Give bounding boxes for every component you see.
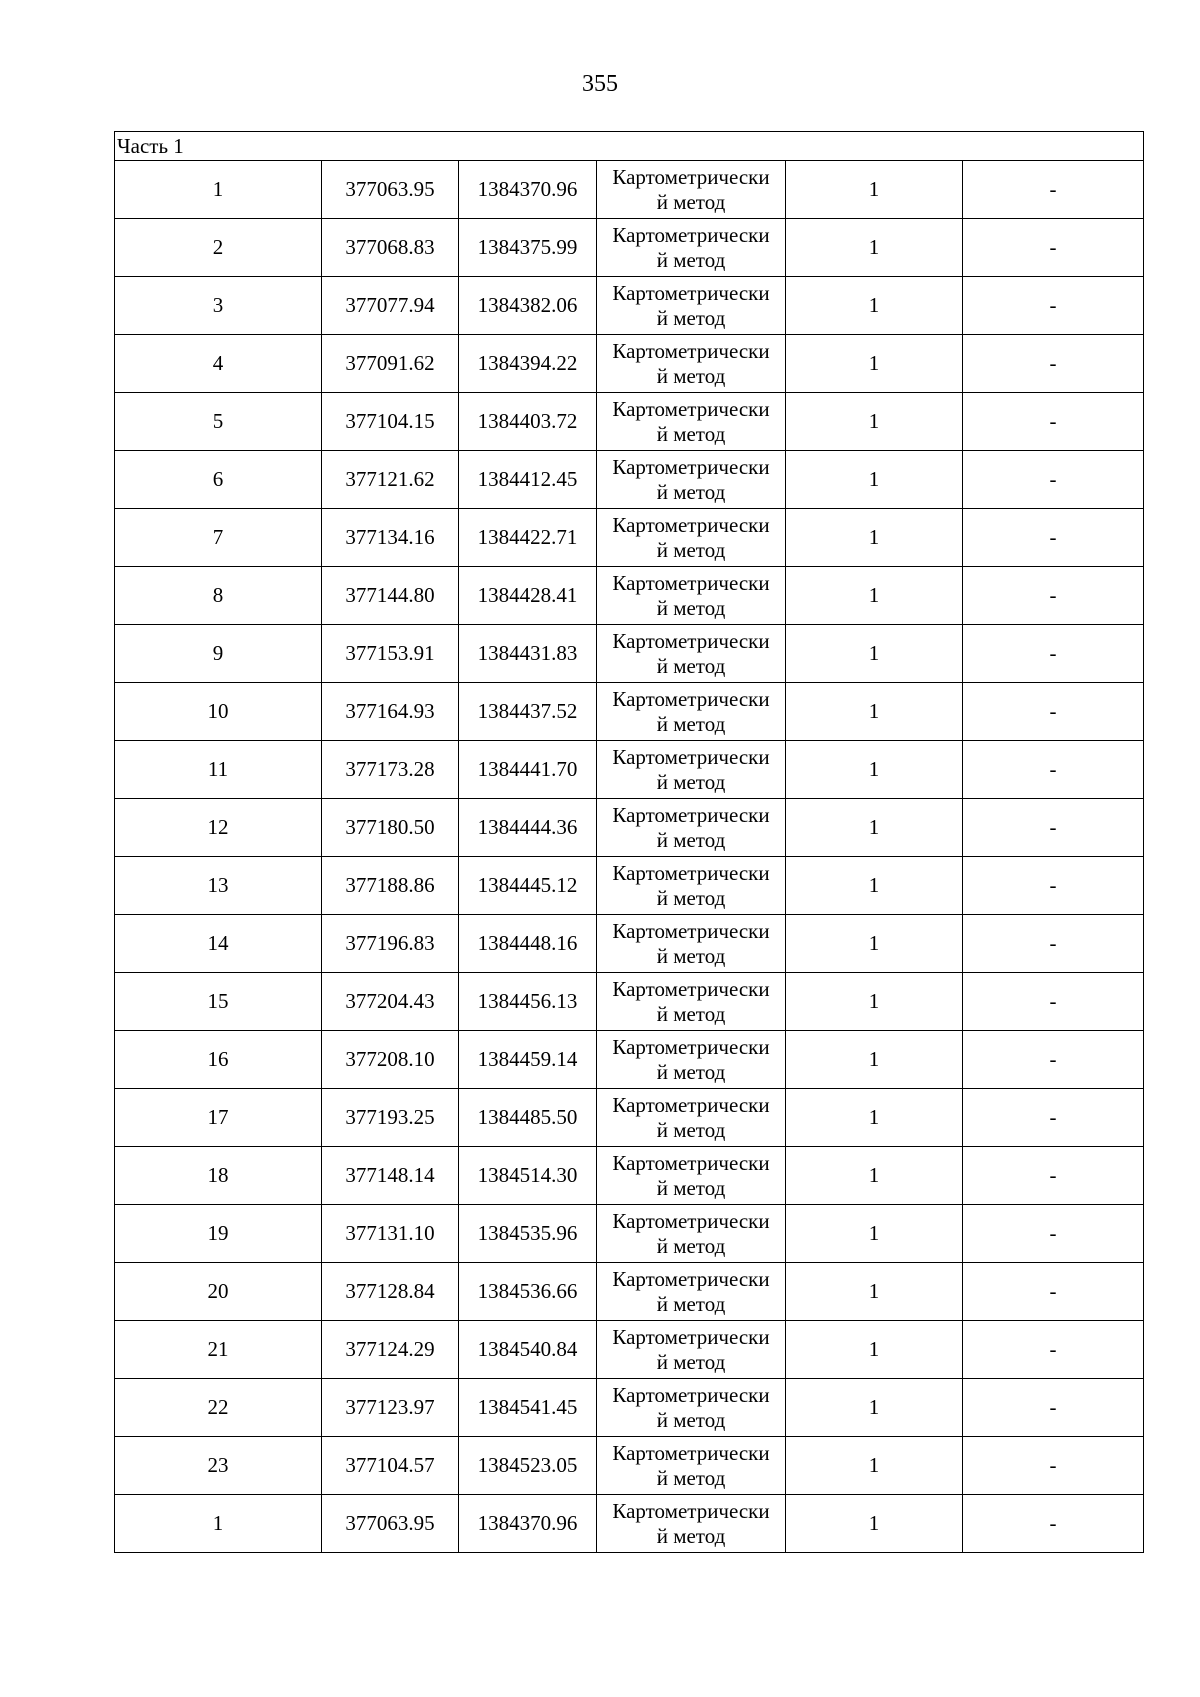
method-text: й метод (656, 1349, 726, 1374)
point-number-cell: 23 (115, 1437, 322, 1495)
note-cell: - (963, 799, 1144, 857)
accuracy-cell: 1 (786, 857, 963, 915)
table-row (115, 625, 1144, 683)
method-cell (597, 973, 786, 1031)
table-row (115, 335, 1144, 393)
y-coordinate-cell: 1384412.45 (459, 451, 597, 509)
accuracy-cell: 1 (786, 683, 963, 741)
x-coordinate-cell: 377124.29 (322, 1321, 459, 1379)
method-cell (597, 161, 786, 219)
method-cell (597, 1437, 786, 1495)
method-cell (597, 741, 786, 799)
x-coordinate-cell: 377123.97 (322, 1379, 459, 1437)
accuracy-cell: 1 (786, 451, 963, 509)
x-coordinate-cell: 377204.43 (322, 973, 459, 1031)
method-text: й метод (656, 1117, 726, 1142)
table-row (115, 1437, 1144, 1495)
table-row (115, 1321, 1144, 1379)
table-row (115, 973, 1144, 1031)
point-number-cell: 14 (115, 915, 322, 973)
method-text: й метод (656, 1001, 726, 1026)
table-row (115, 219, 1144, 277)
table-row (115, 1263, 1144, 1321)
note-cell: - (963, 857, 1144, 915)
note-cell: - (963, 1031, 1144, 1089)
table-row (115, 915, 1144, 973)
table-row (115, 799, 1144, 857)
y-coordinate-cell: 1384394.22 (459, 335, 597, 393)
method-cell (597, 451, 786, 509)
method-cell (597, 335, 786, 393)
method-text: й метод (656, 421, 726, 446)
accuracy-cell: 1 (786, 1437, 963, 1495)
method-text: й метод (656, 943, 726, 968)
y-coordinate-cell: 1384431.83 (459, 625, 597, 683)
point-number-cell: 4 (115, 335, 322, 393)
accuracy-cell: 1 (786, 335, 963, 393)
method-text: Картометрически (612, 860, 770, 885)
method-text: Картометрически (612, 976, 770, 1001)
accuracy-cell: 1 (786, 1495, 963, 1553)
y-coordinate-cell: 1384459.14 (459, 1031, 597, 1089)
x-coordinate-cell: 377188.86 (322, 857, 459, 915)
method-text: Картометрически (612, 280, 770, 305)
accuracy-cell: 1 (786, 741, 963, 799)
note-cell: - (963, 1263, 1144, 1321)
method-text: Картометрически (612, 1498, 770, 1523)
method-text: Картометрически (612, 1208, 770, 1233)
y-coordinate-cell: 1384403.72 (459, 393, 597, 451)
accuracy-cell: 1 (786, 1147, 963, 1205)
y-coordinate-cell: 1384370.96 (459, 161, 597, 219)
table-row (115, 1495, 1144, 1553)
table-row (115, 509, 1144, 567)
y-coordinate-cell: 1384540.84 (459, 1321, 597, 1379)
y-coordinate-cell: 1384535.96 (459, 1205, 597, 1263)
method-cell (597, 1205, 786, 1263)
accuracy-cell: 1 (786, 625, 963, 683)
note-cell: - (963, 1379, 1144, 1437)
method-text: Картометрически (612, 570, 770, 595)
point-number-cell: 13 (115, 857, 322, 915)
note-cell: - (963, 1147, 1144, 1205)
note-cell: - (963, 683, 1144, 741)
method-text: Картометрически (612, 918, 770, 943)
method-text: Картометрически (612, 686, 770, 711)
point-number-cell: 7 (115, 509, 322, 567)
accuracy-cell: 1 (786, 799, 963, 857)
method-text: й метод (656, 595, 726, 620)
accuracy-cell: 1 (786, 1263, 963, 1321)
method-cell (597, 393, 786, 451)
note-cell: - (963, 393, 1144, 451)
x-coordinate-cell: 377063.95 (322, 1495, 459, 1553)
accuracy-cell: 1 (786, 277, 963, 335)
accuracy-cell: 1 (786, 915, 963, 973)
point-number-cell: 1 (115, 161, 322, 219)
x-coordinate-cell: 377104.57 (322, 1437, 459, 1495)
table-row (115, 857, 1144, 915)
table-row (115, 1089, 1144, 1147)
accuracy-cell: 1 (786, 219, 963, 277)
y-coordinate-cell: 1384514.30 (459, 1147, 597, 1205)
accuracy-cell: 1 (786, 567, 963, 625)
method-text: й метод (656, 189, 726, 214)
point-number-cell: 15 (115, 973, 322, 1031)
method-text: Картометрически (612, 512, 770, 537)
method-cell (597, 1089, 786, 1147)
point-number-cell: 18 (115, 1147, 322, 1205)
method-cell (597, 277, 786, 335)
table-row (115, 161, 1144, 219)
y-coordinate-cell: 1384536.66 (459, 1263, 597, 1321)
x-coordinate-cell: 377173.28 (322, 741, 459, 799)
table-row (115, 1031, 1144, 1089)
method-text: й метод (656, 247, 726, 272)
method-text: Картометрически (612, 1324, 770, 1349)
method-text: й метод (656, 653, 726, 678)
y-coordinate-cell: 1384382.06 (459, 277, 597, 335)
accuracy-cell: 1 (786, 973, 963, 1031)
table-row (115, 451, 1144, 509)
accuracy-cell: 1 (786, 393, 963, 451)
x-coordinate-cell: 377144.80 (322, 567, 459, 625)
x-coordinate-cell: 377104.15 (322, 393, 459, 451)
table-row (115, 683, 1144, 741)
y-coordinate-cell: 1384428.41 (459, 567, 597, 625)
note-cell: - (963, 219, 1144, 277)
accuracy-cell: 1 (786, 1379, 963, 1437)
x-coordinate-cell: 377148.14 (322, 1147, 459, 1205)
x-coordinate-cell: 377134.16 (322, 509, 459, 567)
point-number-cell: 10 (115, 683, 322, 741)
note-cell: - (963, 509, 1144, 567)
note-cell: - (963, 567, 1144, 625)
method-text: й метод (656, 1523, 726, 1548)
method-text: Картометрически (612, 164, 770, 189)
method-text: Картометрически (612, 222, 770, 247)
method-text: й метод (656, 537, 726, 562)
point-number-cell: 1 (115, 1495, 322, 1553)
point-number-cell: 22 (115, 1379, 322, 1437)
method-cell (597, 683, 786, 741)
x-coordinate-cell: 377063.95 (322, 161, 459, 219)
method-text: Картометрически (612, 628, 770, 653)
y-coordinate-cell: 1384441.70 (459, 741, 597, 799)
y-coordinate-cell: 1384485.50 (459, 1089, 597, 1147)
method-text: Картометрически (612, 1440, 770, 1465)
point-number-cell: 9 (115, 625, 322, 683)
note-cell: - (963, 1205, 1144, 1263)
accuracy-cell: 1 (786, 1205, 963, 1263)
table-body (115, 132, 1144, 1553)
method-cell (597, 1495, 786, 1553)
method-cell (597, 567, 786, 625)
y-coordinate-cell: 1384523.05 (459, 1437, 597, 1495)
table-row (115, 1379, 1144, 1437)
method-cell (597, 1263, 786, 1321)
y-coordinate-cell: 1384370.96 (459, 1495, 597, 1553)
note-cell: - (963, 625, 1144, 683)
accuracy-cell: 1 (786, 1089, 963, 1147)
table-row (115, 741, 1144, 799)
method-text: Картометрически (612, 1034, 770, 1059)
note-cell: - (963, 335, 1144, 393)
x-coordinate-cell: 377077.94 (322, 277, 459, 335)
y-coordinate-cell: 1384422.71 (459, 509, 597, 567)
method-text: Картометрически (612, 744, 770, 769)
x-coordinate-cell: 377180.50 (322, 799, 459, 857)
x-coordinate-cell: 377121.62 (322, 451, 459, 509)
method-text: й метод (656, 1059, 726, 1084)
method-cell (597, 1147, 786, 1205)
method-text: Картометрически (612, 1382, 770, 1407)
method-text: й метод (656, 1175, 726, 1200)
method-text: й метод (656, 711, 726, 736)
accuracy-cell: 1 (786, 1321, 963, 1379)
y-coordinate-cell: 1384541.45 (459, 1379, 597, 1437)
x-coordinate-cell: 377208.10 (322, 1031, 459, 1089)
point-number-cell: 11 (115, 741, 322, 799)
x-coordinate-cell: 377128.84 (322, 1263, 459, 1321)
table-row (115, 567, 1144, 625)
y-coordinate-cell: 1384444.36 (459, 799, 597, 857)
accuracy-cell: 1 (786, 509, 963, 567)
method-cell (597, 1321, 786, 1379)
method-cell (597, 625, 786, 683)
point-number-cell: 20 (115, 1263, 322, 1321)
x-coordinate-cell: 377153.91 (322, 625, 459, 683)
method-cell (597, 219, 786, 277)
method-cell (597, 1379, 786, 1437)
method-cell (597, 857, 786, 915)
method-text: Картометрически (612, 802, 770, 827)
x-coordinate-cell: 377131.10 (322, 1205, 459, 1263)
y-coordinate-cell: 1384456.13 (459, 973, 597, 1031)
note-cell: - (963, 973, 1144, 1031)
method-cell (597, 509, 786, 567)
point-number-cell: 21 (115, 1321, 322, 1379)
method-text: й метод (656, 1233, 726, 1258)
method-text: й метод (656, 769, 726, 794)
method-text: Картометрически (612, 1092, 770, 1117)
x-coordinate-cell: 377068.83 (322, 219, 459, 277)
point-number-cell: 19 (115, 1205, 322, 1263)
method-text: й метод (656, 1291, 726, 1316)
note-cell: - (963, 1089, 1144, 1147)
method-text: Картометрически (612, 454, 770, 479)
x-coordinate-cell: 377164.93 (322, 683, 459, 741)
accuracy-cell: 1 (786, 1031, 963, 1089)
y-coordinate-cell: 1384437.52 (459, 683, 597, 741)
part-label: Часть 1 (115, 132, 1144, 161)
note-cell: - (963, 741, 1144, 799)
accuracy-cell: 1 (786, 161, 963, 219)
method-text: Картометрически (612, 1266, 770, 1291)
method-text: й метод (656, 885, 726, 910)
point-number-cell: 12 (115, 799, 322, 857)
point-number-cell: 8 (115, 567, 322, 625)
y-coordinate-cell: 1384448.16 (459, 915, 597, 973)
x-coordinate-cell: 377196.83 (322, 915, 459, 973)
method-text: й метод (656, 1407, 726, 1432)
note-cell: - (963, 915, 1144, 973)
note-cell: - (963, 161, 1144, 219)
method-cell (597, 1031, 786, 1089)
coordinates-table (114, 131, 1144, 1553)
point-number-cell: 2 (115, 219, 322, 277)
x-coordinate-cell: 377193.25 (322, 1089, 459, 1147)
method-cell (597, 799, 786, 857)
method-text: й метод (656, 1465, 726, 1490)
point-number-cell: 16 (115, 1031, 322, 1089)
point-number-cell: 5 (115, 393, 322, 451)
y-coordinate-cell: 1384445.12 (459, 857, 597, 915)
note-cell: - (963, 1321, 1144, 1379)
part-row (115, 132, 1144, 161)
method-text: Картометрически (612, 1150, 770, 1175)
point-number-cell: 6 (115, 451, 322, 509)
table-row (115, 393, 1144, 451)
note-cell: - (963, 1437, 1144, 1495)
note-cell: - (963, 451, 1144, 509)
method-text: й метод (656, 827, 726, 852)
method-text: Картометрически (612, 396, 770, 421)
point-number-cell: 17 (115, 1089, 322, 1147)
page-number: 355 (582, 71, 618, 97)
note-cell: - (963, 1495, 1144, 1553)
note-cell: - (963, 277, 1144, 335)
point-number-cell: 3 (115, 277, 322, 335)
x-coordinate-cell: 377091.62 (322, 335, 459, 393)
table-row (115, 1147, 1144, 1205)
method-text: Картометрически (612, 338, 770, 363)
table-row (115, 277, 1144, 335)
method-text: й метод (656, 305, 726, 330)
method-text: й метод (656, 363, 726, 388)
y-coordinate-cell: 1384375.99 (459, 219, 597, 277)
table-row (115, 1205, 1144, 1263)
method-cell (597, 915, 786, 973)
method-text: й метод (656, 479, 726, 504)
